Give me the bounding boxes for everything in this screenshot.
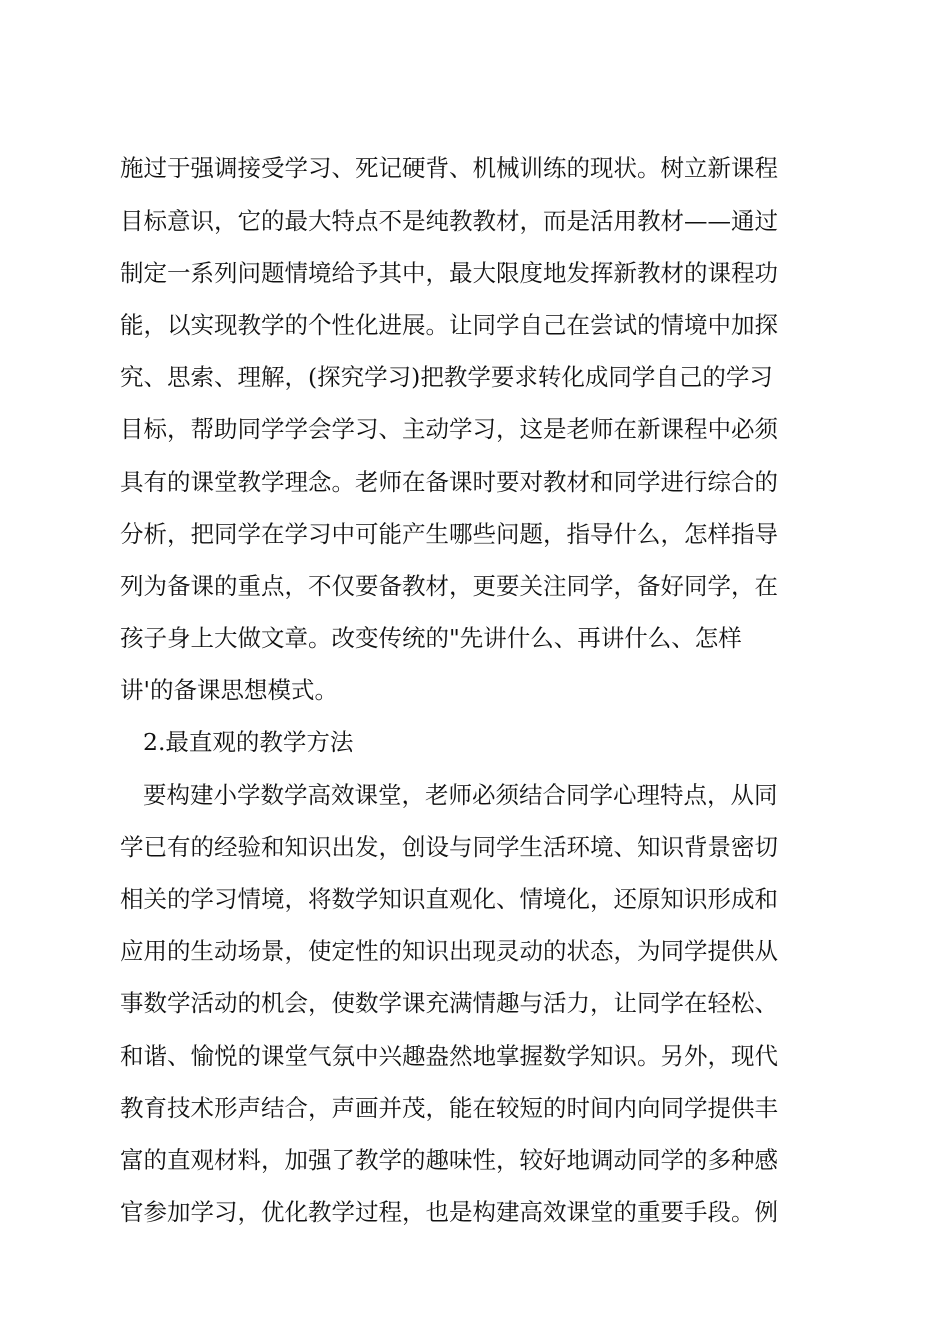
paragraph2-line: 学已有的经验和知识出发，创设与同学生活环境、知识背景密切 <box>120 833 778 861</box>
paragraph1-line: 讲'的备课思想模式。 <box>120 676 338 704</box>
paragraph1-line: 具有的课堂教学理念。老师在备课时要对教材和同学进行综合的 <box>120 468 778 496</box>
paragraph2-line: 相关的学习情境，将数学知识直观化、情境化，还原知识形成和 <box>120 885 778 913</box>
paragraph1-line: 目标，帮助同学学会学习、主动学习，这是老师在新课程中必须 <box>120 415 778 443</box>
paragraph1-line: 目标意识，它的最大特点不是纯教教材，而是活用教材——通过 <box>120 207 778 235</box>
paragraph1-line: 能，以实现教学的个性化进展。让同学自己在尝试的情境中加探 <box>120 311 778 339</box>
paragraph1-line: 制定一系列问题情境给予其中，最大限度地发挥新教材的课程功 <box>120 259 778 287</box>
paragraph1-line: 究、思索、理解，(探究学习)把教学要求转化成同学自己的学习 <box>120 363 773 391</box>
paragraph2-line: 官参加学习，优化教学过程，也是构建高效课堂的重要手段。例 <box>120 1198 778 1226</box>
paragraph2-line: 要构建小学数学高效课堂，老师必须结合同学心理特点，从同 <box>143 781 778 809</box>
paragraph2-line: 教育技术形声结合，声画并茂，能在较短的时间内向同学提供丰 <box>120 1094 778 1122</box>
paragraph1-line: 孩子身上大做文章。改变传统的"先讲什么、再讲什么、怎样 <box>120 624 742 652</box>
paragraph2-line: 和谐、愉悦的课堂气氛中兴趣盎然地掌握数学知识。另外，现代 <box>120 1042 778 1070</box>
paragraph2-line: 应用的生动场景，使定性的知识出现灵动的状态，为同学提供从 <box>120 937 778 965</box>
section-heading: 2.最直观的教学方法 <box>143 728 354 756</box>
paragraph1-line: 施过于强调接受学习、死记硬背、机械训练的现状。树立新课程 <box>120 154 778 182</box>
paragraph1-line: 分析，把同学在学习中可能产生哪些问题，指导什么，怎样指导 <box>120 520 778 548</box>
paragraph1-line: 列为备课的重点，不仅要备教材，更要关注同学，备好同学，在 <box>120 572 778 600</box>
paragraph2-line: 事数学活动的机会，使数学课充满情趣与活力，让同学在轻松、 <box>120 989 778 1017</box>
paragraph2-line: 富的直观材料，加强了教学的趣味性，较好地调动同学的多种感 <box>120 1146 778 1174</box>
